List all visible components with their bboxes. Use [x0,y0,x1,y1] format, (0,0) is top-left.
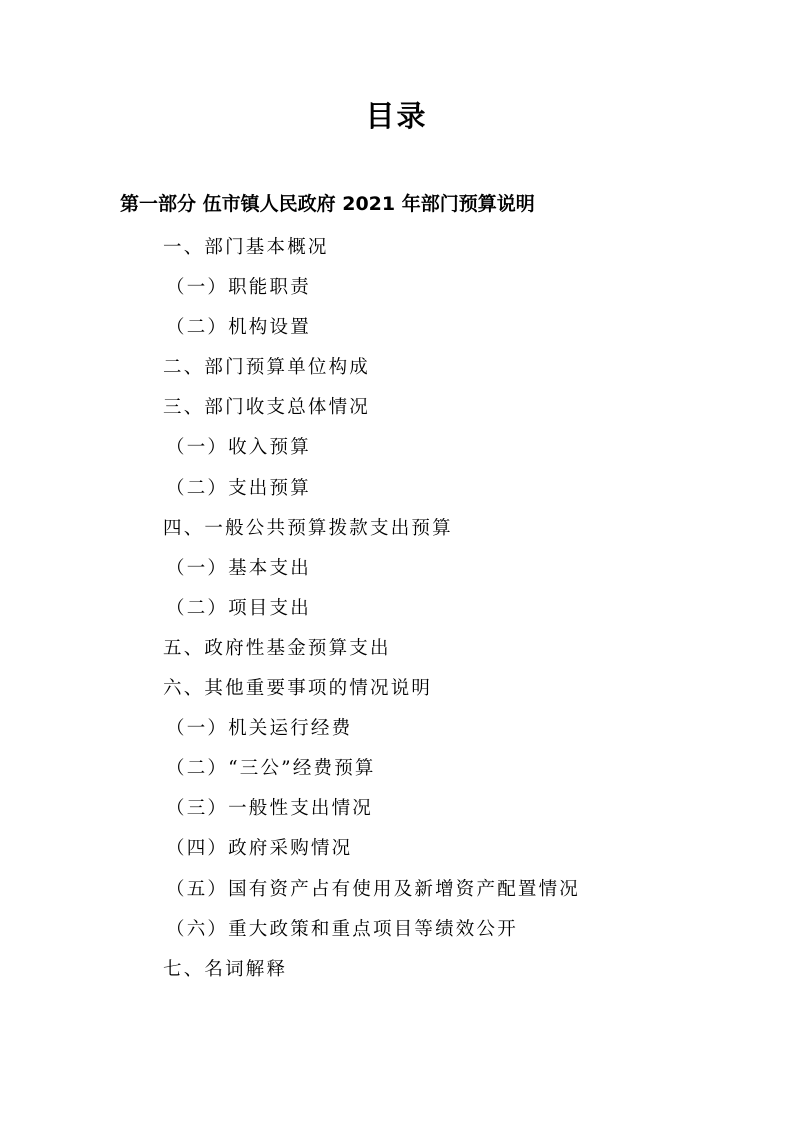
toc-entry-7: 七、名词解释 [163,958,288,980]
toc-entry-3-2: （二）支出预算 [166,477,311,499]
toc-entry-3: 三、部门收支总体情况 [163,397,371,419]
toc-entry-6-6: （六）重大政策和重点项目等绩效公开 [166,918,518,940]
toc-entry-6-2: （二）“三公”经费预算 [166,758,376,780]
toc-entry-6-4: （四）政府采购情况 [166,838,353,860]
toc-entry-5: 五、政府性基金预算支出 [163,637,391,659]
table-of-contents [0,228,580,990]
page-title: 目录 [365,99,428,133]
toc-entry-4-2: （二）项目支出 [166,597,311,619]
toc-entry-3-1: （一）收入预算 [166,437,311,459]
toc-entry-1-2: （二）机构设置 [166,317,311,339]
toc-entry-6-5: （五）国有资产占有使用及新增资产配置情况 [166,878,581,900]
part-heading: 第一部分 伍市镇人民政府 2021 年部门预算说明 [120,193,535,215]
toc-entry-2: 二、部门预算单位构成 [163,357,371,379]
toc-entry-1: 一、部门基本概况 [163,237,329,258]
toc-entry-6: 六、其他重要事项的情况说明 [163,678,433,700]
toc-entry-6-1: （一）机关运行经费 [166,718,353,740]
toc-entry-4: 四、一般公共预算拨款支出预算 [163,517,453,539]
toc-entry-6-3: （三）一般性支出情况 [166,798,374,820]
toc-entry-4-1: （一）基本支出 [166,557,311,579]
toc-entry-1-1: （一）职能职责 [166,277,311,299]
